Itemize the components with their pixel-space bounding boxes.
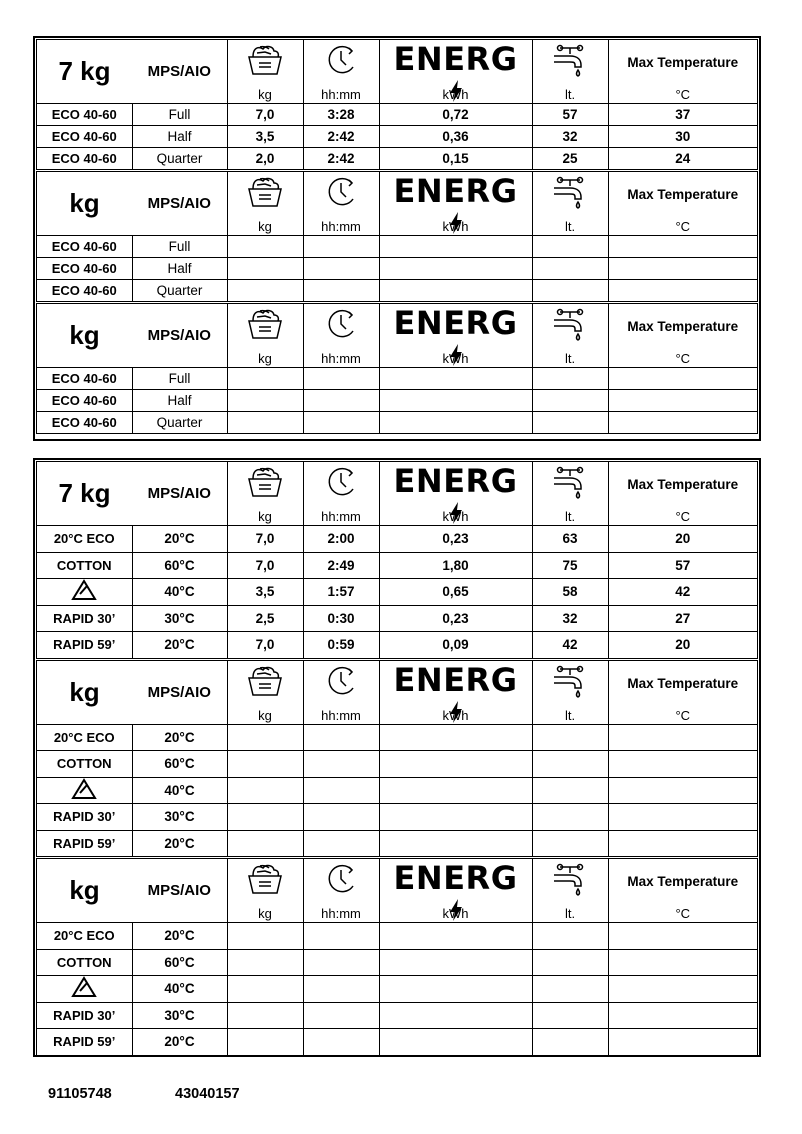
water-unit: lt. — [564, 509, 576, 524]
max-temperature-label: Max Temperature — [627, 477, 739, 492]
table-row — [37, 1002, 757, 1029]
model-label: MPS/AIO — [132, 172, 227, 236]
table-row — [37, 104, 757, 126]
energy-value — [379, 390, 532, 412]
water-tap-icon — [533, 664, 608, 700]
max-temp-value — [608, 724, 757, 751]
energy-value — [379, 258, 532, 280]
max-temp-value — [608, 777, 757, 804]
time-value: 0:30 — [303, 605, 379, 632]
program-name: RAPID 59’ — [37, 632, 132, 658]
load-value — [227, 777, 303, 804]
water-unit: lt. — [564, 219, 576, 234]
synthetics-triangle-icon — [71, 589, 97, 604]
table-row — [37, 390, 757, 412]
time-value — [303, 368, 379, 390]
time-value — [303, 830, 379, 856]
max-temp-value — [608, 368, 757, 390]
table-row — [37, 579, 757, 606]
table-row — [37, 724, 757, 751]
max-temp-value — [608, 258, 757, 280]
program-name: RAPID 59’ — [37, 830, 132, 856]
program-temperature: 30°C — [132, 605, 227, 632]
time-value: 1:57 — [303, 579, 379, 606]
table-row — [37, 148, 757, 170]
table-row — [37, 368, 757, 390]
capacity-label: kg — [37, 661, 132, 725]
water-value — [532, 280, 608, 302]
load-mode: Full — [132, 368, 227, 390]
time-value: 0:59 — [303, 632, 379, 658]
program-name: 20°C ECO — [37, 923, 132, 950]
energy-value — [379, 724, 532, 751]
time-value — [303, 258, 379, 280]
program-name: ECO 40-60 — [37, 412, 132, 434]
program-name: 20°C ECO — [37, 526, 132, 553]
max-temp-value — [608, 1029, 757, 1055]
program-temperature: 20°C — [132, 632, 227, 658]
eco-table-group — [33, 36, 761, 441]
water-value: 75 — [532, 552, 608, 579]
program-icon-cell — [37, 976, 132, 1003]
water-value — [532, 976, 608, 1003]
load-value — [227, 976, 303, 1003]
table-row — [37, 236, 757, 258]
load-value — [227, 1002, 303, 1029]
table-row — [37, 552, 757, 579]
energy-label: ENERG — [393, 40, 518, 78]
max-temp-value — [608, 280, 757, 302]
water-value — [532, 368, 608, 390]
energy-label: ENERG — [393, 859, 518, 897]
model-label: MPS/AIO — [132, 40, 227, 104]
load-value — [227, 390, 303, 412]
time-unit: hh:mm — [321, 509, 361, 524]
water-value — [532, 804, 608, 831]
time-value — [303, 751, 379, 778]
load-unit: kg — [258, 219, 272, 234]
table-row — [37, 412, 757, 434]
time-unit: hh:mm — [321, 87, 361, 102]
load-value: 3,5 — [227, 126, 303, 148]
capacity-label: kg — [37, 172, 132, 236]
model-label: MPS/AIO — [132, 859, 227, 923]
table-row — [37, 976, 757, 1003]
model-label: MPS/AIO — [132, 462, 227, 526]
table-section — [36, 171, 758, 302]
table-section — [36, 660, 758, 858]
max-temp-value — [608, 976, 757, 1003]
max-temperature-label: Max Temperature — [627, 55, 739, 70]
time-value — [303, 280, 379, 302]
water-tap-icon — [533, 43, 608, 79]
load-value — [227, 258, 303, 280]
program-temperature: 30°C — [132, 804, 227, 831]
load-value: 3,5 — [227, 579, 303, 606]
program-temperature: 40°C — [132, 976, 227, 1003]
energy-value: 0,65 — [379, 579, 532, 606]
clock-icon — [304, 862, 379, 896]
energy-value: 0,15 — [379, 148, 532, 170]
load-mode: Half — [132, 126, 227, 148]
load-value — [227, 368, 303, 390]
load-unit: kg — [258, 87, 272, 102]
program-name: ECO 40-60 — [37, 104, 132, 126]
program-name: RAPID 30’ — [37, 804, 132, 831]
program-temperature: 60°C — [132, 949, 227, 976]
table-row — [37, 632, 757, 658]
energy-unit: kWh — [442, 219, 469, 234]
energy-value: 0,36 — [379, 126, 532, 148]
water-value: 25 — [532, 148, 608, 170]
program-icon-cell — [37, 777, 132, 804]
load-value: 2,5 — [227, 605, 303, 632]
energy-value — [379, 804, 532, 831]
clock-icon — [304, 307, 379, 341]
energy-unit: kWh — [442, 707, 469, 723]
time-value — [303, 724, 379, 751]
energy-value — [379, 412, 532, 434]
load-value: 7,0 — [227, 632, 303, 658]
clock-icon — [304, 664, 379, 698]
program-temperature: 40°C — [132, 579, 227, 606]
program-temperature: 30°C — [132, 1002, 227, 1029]
table-row — [37, 605, 757, 632]
water-tap-icon — [533, 465, 608, 501]
program-name: ECO 40-60 — [37, 280, 132, 302]
max-temp-value: 27 — [608, 605, 757, 632]
table-section — [36, 461, 758, 659]
program-name: ECO 40-60 — [37, 368, 132, 390]
water-tap-icon — [533, 307, 608, 343]
temperature-unit: °C — [675, 351, 691, 366]
time-value — [303, 1029, 379, 1055]
load-value — [227, 804, 303, 831]
water-value — [532, 830, 608, 856]
program-temperature: 20°C — [132, 830, 227, 856]
energy-value — [379, 923, 532, 950]
time-value — [303, 923, 379, 950]
table-row — [37, 923, 757, 950]
water-unit: lt. — [564, 707, 576, 723]
table-row — [37, 526, 757, 553]
load-value — [227, 1029, 303, 1055]
max-temperature-label: Max Temperature — [627, 319, 739, 334]
load-value — [227, 280, 303, 302]
program-name: COTTON — [37, 949, 132, 976]
water-value — [532, 390, 608, 412]
energy-unit: kWh — [442, 906, 469, 921]
capacity-label: 7 kg — [37, 462, 132, 526]
energy-label: ENERG — [393, 462, 518, 500]
time-value — [303, 390, 379, 412]
temperature-unit: °C — [675, 707, 691, 723]
load-value — [227, 236, 303, 258]
laundry-basket-icon — [228, 465, 303, 499]
max-temperature-label: Max Temperature — [627, 675, 739, 691]
energy-value: 0,72 — [379, 104, 532, 126]
energy-value — [379, 949, 532, 976]
capacity-label: kg — [37, 304, 132, 368]
laundry-basket-icon — [228, 862, 303, 896]
load-mode: Quarter — [132, 148, 227, 170]
water-unit: lt. — [564, 87, 576, 102]
program-temperature: 20°C — [132, 1029, 227, 1055]
energy-value: 1,80 — [379, 552, 532, 579]
temperature-unit: °C — [675, 509, 691, 524]
model-label: MPS/AIO — [132, 304, 227, 368]
max-temp-value — [608, 236, 757, 258]
laundry-basket-icon — [228, 175, 303, 209]
water-value — [532, 1002, 608, 1029]
energy-unit: kWh — [442, 509, 469, 524]
energy-value — [379, 368, 532, 390]
load-value — [227, 923, 303, 950]
temperature-unit: °C — [675, 219, 691, 234]
time-value — [303, 804, 379, 831]
program-temperature: 20°C — [132, 526, 227, 553]
water-value — [532, 751, 608, 778]
program-name: RAPID 59’ — [37, 1029, 132, 1055]
program-temperature: 60°C — [132, 552, 227, 579]
time-value: 2:49 — [303, 552, 379, 579]
clock-icon — [304, 175, 379, 209]
max-temp-value: 57 — [608, 552, 757, 579]
clock-icon — [304, 43, 379, 77]
capacity-label: kg — [37, 859, 132, 923]
time-unit: hh:mm — [321, 219, 361, 234]
water-value — [532, 949, 608, 976]
water-value: 57 — [532, 104, 608, 126]
max-temp-value — [608, 751, 757, 778]
table-section — [36, 858, 758, 1056]
load-mode: Quarter — [132, 280, 227, 302]
max-temp-value — [608, 830, 757, 856]
water-unit: lt. — [564, 906, 576, 921]
water-value: 32 — [532, 605, 608, 632]
energy-label: ENERG — [393, 660, 518, 699]
table-row — [37, 258, 757, 280]
load-mode: Full — [132, 236, 227, 258]
load-unit: kg — [258, 351, 272, 366]
energy-unit: kWh — [442, 351, 469, 366]
program-temperature: 20°C — [132, 724, 227, 751]
laundry-basket-icon — [228, 664, 303, 698]
energy-value: 0,09 — [379, 632, 532, 658]
program-temperature: 40°C — [132, 777, 227, 804]
max-temp-value: 20 — [608, 632, 757, 658]
table-row — [37, 830, 757, 856]
program-name: 20°C ECO — [37, 724, 132, 751]
load-value — [227, 830, 303, 856]
laundry-basket-icon — [228, 43, 303, 77]
water-value: 63 — [532, 526, 608, 553]
load-mode: Half — [132, 258, 227, 280]
program-icon-cell — [37, 579, 132, 606]
product-code-1: 91105748 — [48, 1086, 112, 1102]
time-value — [303, 1002, 379, 1029]
water-value: 42 — [532, 632, 608, 658]
load-unit: kg — [258, 509, 272, 524]
water-value — [532, 412, 608, 434]
product-code-2: 43040157 — [175, 1086, 240, 1102]
water-value — [532, 236, 608, 258]
program-name: ECO 40-60 — [37, 236, 132, 258]
energy-value: 0,23 — [379, 526, 532, 553]
load-value — [227, 412, 303, 434]
water-tap-icon — [533, 175, 608, 211]
load-mode: Half — [132, 390, 227, 412]
program-name: ECO 40-60 — [37, 258, 132, 280]
program-name: COTTON — [37, 751, 132, 778]
time-value — [303, 976, 379, 1003]
time-unit: hh:mm — [321, 707, 361, 723]
water-value: 32 — [532, 126, 608, 148]
max-temp-value: 24 — [608, 148, 757, 170]
load-value: 2,0 — [227, 148, 303, 170]
table-row — [37, 1029, 757, 1055]
max-temp-value: 37 — [608, 104, 757, 126]
energy-value — [379, 1002, 532, 1029]
synthetics-triangle-icon — [71, 788, 97, 803]
table-row — [37, 804, 757, 831]
model-label: MPS/AIO — [132, 661, 227, 725]
time-value: 2:42 — [303, 148, 379, 170]
energy-unit: kWh — [442, 87, 469, 102]
max-temp-value — [608, 923, 757, 950]
program-name: ECO 40-60 — [37, 148, 132, 170]
program-name: RAPID 30’ — [37, 1002, 132, 1029]
load-mode: Quarter — [132, 412, 227, 434]
time-unit: hh:mm — [321, 351, 361, 366]
load-value — [227, 724, 303, 751]
load-value: 7,0 — [227, 526, 303, 553]
max-temperature-label: Max Temperature — [627, 874, 739, 889]
max-temp-value — [608, 949, 757, 976]
load-value — [227, 751, 303, 778]
max-temp-value — [608, 412, 757, 434]
table-row — [37, 280, 757, 302]
program-name: COTTON — [37, 552, 132, 579]
energy-value — [379, 751, 532, 778]
water-value — [532, 724, 608, 751]
capacity-label: 7 kg — [37, 40, 132, 104]
water-value — [532, 923, 608, 950]
energy-value: 0,23 — [379, 605, 532, 632]
laundry-basket-icon — [228, 307, 303, 341]
time-unit: hh:mm — [321, 906, 361, 921]
max-temp-value — [608, 1002, 757, 1029]
time-value — [303, 777, 379, 804]
energy-label: ENERG — [393, 304, 518, 342]
energy-value — [379, 1029, 532, 1055]
max-temp-value — [608, 390, 757, 412]
time-value — [303, 949, 379, 976]
table-row — [37, 777, 757, 804]
energy-value — [379, 830, 532, 856]
water-tap-icon — [533, 862, 608, 898]
program-temperature: 20°C — [132, 923, 227, 950]
table-section — [36, 303, 758, 434]
energy-value — [379, 280, 532, 302]
program-table-group — [33, 458, 761, 1057]
water-value: 58 — [532, 579, 608, 606]
time-value: 3:28 — [303, 104, 379, 126]
water-unit: lt. — [564, 351, 576, 366]
program-name: RAPID 30’ — [37, 605, 132, 632]
program-name: ECO 40-60 — [37, 390, 132, 412]
time-value — [303, 236, 379, 258]
load-value — [227, 949, 303, 976]
energy-value — [379, 236, 532, 258]
max-temp-value: 42 — [608, 579, 757, 606]
time-value: 2:42 — [303, 126, 379, 148]
table-row — [37, 949, 757, 976]
program-name: ECO 40-60 — [37, 126, 132, 148]
table-row — [37, 126, 757, 148]
energy-value — [379, 976, 532, 1003]
load-mode: Full — [132, 104, 227, 126]
table-row — [37, 751, 757, 778]
program-temperature: 60°C — [132, 751, 227, 778]
max-temp-value — [608, 804, 757, 831]
load-unit: kg — [258, 707, 272, 723]
water-value — [532, 258, 608, 280]
load-value: 7,0 — [227, 104, 303, 126]
time-value: 2:00 — [303, 526, 379, 553]
energy-value — [379, 777, 532, 804]
load-unit: kg — [258, 906, 272, 921]
water-value — [532, 777, 608, 804]
energy-label: ENERG — [393, 172, 518, 210]
time-value — [303, 412, 379, 434]
water-value — [532, 1029, 608, 1055]
temperature-unit: °C — [675, 906, 691, 921]
max-temp-value: 30 — [608, 126, 757, 148]
clock-icon — [304, 465, 379, 499]
load-value: 7,0 — [227, 552, 303, 579]
max-temperature-label: Max Temperature — [627, 187, 739, 202]
temperature-unit: °C — [675, 87, 691, 102]
table-section — [36, 39, 758, 170]
synthetics-triangle-icon — [71, 986, 97, 1001]
max-temp-value: 20 — [608, 526, 757, 553]
